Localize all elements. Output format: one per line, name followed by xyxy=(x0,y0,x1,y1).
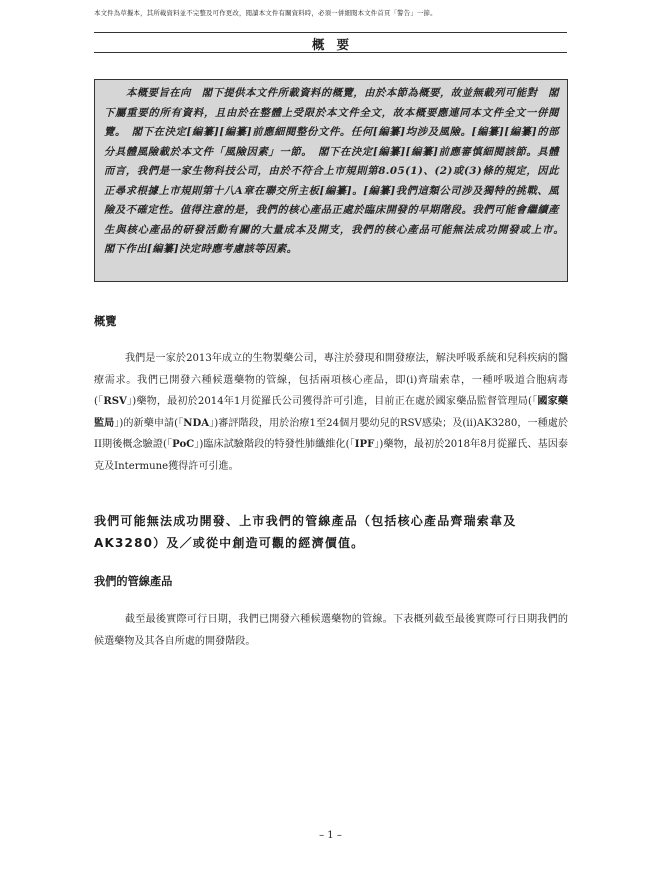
overview-heading: 概覽 xyxy=(94,315,117,328)
draft-disclaimer: 本文件為草擬本，其所載資料並不完整及可作更改，閱讀本文件有關資料時，必須一併細閱本文件首頁「警告」一節。 xyxy=(94,9,437,17)
overview-text-4: 」)審評階段，用於治療1至24個月嬰幼兒的RSV感染；及(ii)AK3280，一種處於II期後概念驗證(「 xyxy=(94,417,569,451)
overview-text-1: 我們是一家於2013年成立的生物製藥公司，專注於發現和開發療法，解決呼吸系統和兒科疾病的醫療需求。我們已開發六種候選藥物的管線，包括兩項核心產品，即(i)齊瑞索韋，一種呼吸道合胞病毒(「 xyxy=(94,353,568,408)
page-title: 概要 xyxy=(311,37,361,52)
summary-warning-text: 本概要旨在向 閣下提供本文件所載資料的概覽，由於本節為概要，故並無載列可能對 閣下屬重要的所有資料，且由於在整體上受限於本文件全文，故本概要應連同本文件全文一併閱覽。 閣下在決定[編纂][編纂]前應細閱整份文件。任何[編纂]均涉及風險。[編纂][編纂]的部分具體風險載於本文件「風險因素」一節。 閣下在決定[編纂][編纂]前應審慎細閱該節。具體而言，我們是一家生物科技公司，由於不符合上市規則第8.05(1)、(2)或(3)條的規定，因此正尋求根據上市規則第十八A章在聯交所主板[編纂]。[編纂]我們這類公司涉及獨特的挑戰、風險及不確定性。值得注意的是，我們的核心產品正處於臨床開發的早期階段。我們可能會繼續產生與核心產品的研發活動有關的大量成本及開支，我們的核心產品可能無法成功開發或上市。 閣下作出[編纂]決定時應考慮該等因素。 xyxy=(104,87,570,256)
title-top-rule xyxy=(94,32,567,33)
rsv-term: RSV xyxy=(103,396,127,408)
overview-text-5: 」)臨床試驗階段的特發性肺纖維化(「 xyxy=(194,439,355,451)
pipeline-heading: 我們的管線產品 xyxy=(94,575,173,588)
overview-text-3: 」)的新藥申請(「 xyxy=(114,417,184,429)
nda-term: NDA xyxy=(183,417,210,429)
overview-text-2: 」)藥物，最初於2014年1月從羅氏公司獲得許可引進，目前正在處於國家藥品監督管理局(「 xyxy=(126,396,538,408)
nmpa-term: 國家藥監局 xyxy=(94,396,568,429)
overview-paragraph xyxy=(94,348,568,478)
pipeline-paragraph: 截至最後實際可行日期，我們已開發六種候選藥物的管線。下表概列截至最後實際可行日期我們的候選藥物及其各自所處的開發階段。 xyxy=(94,614,568,647)
development-risk-heading: 我們可能無法成功開發、上市我們的管線產品（包括核心產品齊瑞索韋及AK3280）及／或從中創造可觀的經濟價值。 xyxy=(94,514,517,550)
summary-warning-box xyxy=(94,79,568,282)
title-bottom-rule xyxy=(94,52,567,53)
ipf-term: IPF xyxy=(354,439,375,451)
page-number: – 1 – xyxy=(319,830,342,841)
overview-text-6: 」)藥物，最初於2018年8月從羅氏、基因泰克及Intermune獲得許可引進。 xyxy=(94,439,569,472)
poc-term: PoC xyxy=(172,439,195,451)
